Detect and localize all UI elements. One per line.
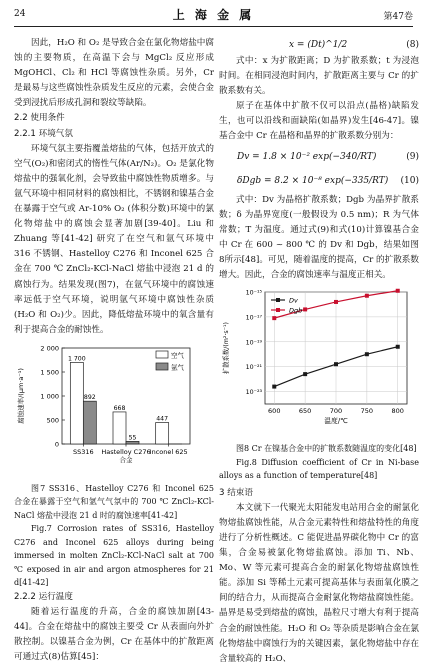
- data-point: [365, 352, 369, 356]
- paragraph: 本文就下一代聚光太阳能发电站用合金的耐氯化物熔盐腐蚀性能，从合金元素特性和熔盐特性的角度进行了分析性概述。C 能促进晶界碳化物中 Cr 的富集，合金易被氯化物熔盐腐蚀。添加 Ti、Nb、Mo、W 等元素可提高合金的耐氯化物熔盐腐蚀性能。添加 Si 等稀土元素可提高基体与表面氧化膜之间的结合力，从而提高合金耐氯化物熔盐腐蚀性能。晶界是易受到熔盐的腐蚀，晶粒尺寸增大有利于提高合金的耐蚀性能。H₂O 和 O₂ 等杂质是影响合金在氯化物熔盐中腐蚀行为的关键因素，氯化物熔盐中存在含量较高的 H₂O、: [219, 501, 419, 667]
- data-point: [365, 294, 369, 298]
- equation-10: [219, 169, 419, 193]
- y-tick-label: 0: [55, 440, 59, 448]
- data-point: [303, 308, 307, 312]
- y-tick-label: 1 500: [40, 368, 59, 376]
- equation-body: x = (Dt)^1/2: [289, 38, 347, 53]
- legend-label: 空气: [171, 350, 185, 359]
- bar-chart: [14, 342, 214, 476]
- data-point: [396, 345, 400, 349]
- equation-body: Dv = 1.8 × 10⁻² exp(−340/RT): [237, 150, 376, 165]
- y-axis-label: 扩散系数/(m²·s⁻¹): [221, 322, 230, 374]
- equation-number: (9): [406, 150, 419, 165]
- data-point: [272, 316, 276, 320]
- y-tick-label: 10⁻¹⁵: [246, 290, 263, 297]
- bar-value-label: 1 700: [68, 355, 86, 362]
- y-tick-label: 10⁻¹⁹: [246, 339, 263, 346]
- data-point: [396, 289, 400, 293]
- equation-number: (8): [406, 38, 419, 53]
- equation-number: (10): [401, 174, 419, 189]
- page-number: 24: [14, 9, 25, 19]
- legend-marker: [276, 308, 280, 312]
- bar: [156, 422, 169, 443]
- subsection-heading: 2.2.2 运行温度: [14, 590, 214, 605]
- data-point: [303, 372, 307, 376]
- legend-swatch: [156, 363, 168, 370]
- bar: [70, 362, 83, 444]
- figure-7-caption-cn: 图7 SS316、Hastelloy C276 和 Inconel 625 合金在暴露于空气和氩气气氛中的 700 ℃ ZnCl₂-KCl-NaCl 熔盐中浸泡 21 d 时的腐蚀速率[41-42]: [14, 482, 214, 523]
- paragraph: 因此，H₂O 和 O₂ 是导致合金在氯化物熔盐中腐蚀的主要物质，在高温下会与 MgCl₂ 反应形成 MgOHCl、Cl₂ 和 HCl 等腐蚀性杂质。另外，Cr 是最易与这些腐蚀性杂质发生反应的元素，会使合金受到浸扰后形成孔洞和裂纹等缺陷。: [14, 36, 214, 111]
- journal-title: 上 海 金 属: [0, 6, 427, 23]
- figure-7: [14, 342, 214, 590]
- y-axis-label: 腐蚀速率/(μm·a⁻¹): [16, 368, 25, 424]
- y-tick-label: 10⁻²¹: [246, 364, 263, 371]
- figure-7-caption-en: Fig.7 Corrosion rates of SS316, Hastelloy C276 and Inconel 625 alloys during being immersed in molten ZnCl₂-KCl-NaCl salt at 700 ℃ exposed in air and argon atmospheres for 21 d[41-42]: [14, 522, 214, 590]
- x-axis-label: 温度/℃: [324, 416, 348, 425]
- bar-value-label: 55: [129, 434, 137, 441]
- y-tick-label: 500: [47, 416, 59, 424]
- figure-8: [219, 286, 419, 483]
- equation-body: δDgb = 8.2 × 10⁻⁸ exp(−335/RT): [237, 174, 388, 189]
- legend-swatch: [156, 351, 168, 358]
- paragraph: 式中：Dv 为晶格扩散系数；Dgb 为晶界扩散系数；δ 为晶界宽度(一般假设为 0.5 nm)；R 为气体常数；T 为温度。通过式(9)和式(10)计算镍基合金中 Cr 在 600 ~ 800 ℃ 的 Dv 和 Dgb，结果如图8所示[48]。可见，随着温度的提高，Cr 的扩散系数增大。因此，合金的腐蚀速率与温度正相关。: [219, 193, 419, 284]
- y-tick-label: 10⁻²³: [246, 389, 263, 396]
- paragraph: 式中：x 为扩散距离；D 为扩散系数；t 为浸泡时间。在相同浸泡时间内，扩散距离主要与 Cr 的扩散系数有关。: [219, 54, 419, 99]
- bar-value-label: 447: [156, 415, 168, 422]
- legend-label: 氩气: [171, 362, 185, 371]
- left-column: [14, 36, 214, 665]
- data-point: [272, 385, 276, 389]
- equation-9: [219, 145, 419, 169]
- x-tick-label: Inconel 625: [150, 448, 188, 456]
- bar: [83, 401, 96, 444]
- paragraph: 随着运行温度的升高，合金的腐蚀加剧[43-44]。合金在熔盐中的腐蚀主要受 Cr 从表面向外扩散控制。以镍基合金为例，Cr 在基体中的扩散距离可通过式(8)估算[45]：: [14, 605, 214, 665]
- x-tick-label: 700: [330, 407, 342, 415]
- x-tick-label: 600: [268, 407, 280, 415]
- volume-label: 第47卷: [384, 9, 413, 22]
- x-tick-label: 750: [361, 407, 373, 415]
- legend-label: Dgb: [289, 307, 302, 315]
- equation-8: [219, 36, 419, 54]
- right-column: [219, 36, 419, 667]
- data-point: [334, 362, 338, 366]
- x-tick-label: 合金: [120, 455, 134, 464]
- data-point: [334, 300, 338, 304]
- y-tick-label: 1 000: [40, 392, 59, 400]
- x-tick-label: 650: [299, 407, 311, 415]
- y-tick-label: 10⁻¹⁷: [246, 315, 263, 322]
- y-tick-label: 2 000: [40, 344, 59, 352]
- paragraph: 原子在基体中扩散不仅可以沿点(晶格)缺陷发生，也可以沿线和面缺陷(如晶界)发生[46-47]。镍基合金中 Cr 在晶格和晶界的扩散系数分别为：: [219, 99, 419, 144]
- x-tick-label: Hastelloy C276: [101, 448, 150, 456]
- legend-marker: [276, 298, 280, 302]
- bar: [113, 412, 126, 444]
- section-heading: 2.2 使用条件: [14, 111, 214, 126]
- legend-label: Dv: [289, 297, 298, 305]
- header-rule: [14, 26, 413, 27]
- figure-8-caption-cn: 图8 Cr 在镍基合金中的扩散系数随温度的变化[48]: [219, 442, 419, 456]
- line-chart: [219, 286, 419, 436]
- paragraph: 环境气氛主要指覆盖熔盐的气体，包括开放式的空气(O₂)和密闭式的惰性气体(Ar/N₂)。O₂ 是氯化物熔盐中的强氧化剂，会导致盐中腐蚀性物质增多。与氩气环境中相同材料的腐蚀相比，不锈钢和镍基合金在暴露于空气或 Ar-10% O₂ (体积分数)环境中的氯化物熔盐中的腐蚀会显著加剧[39-40]。Liu 和 Zhuang 等[41-42] 研究了在空气和氩气环境中 316 不锈钢、Hastelloy C276 和 Inconel 625 合金在 700 ℃ ZnCl₂-KCl-NaCl 熔盐中浸泡 21 d 的腐蚀行为。结果发现(图7)，在氩气环境中的腐蚀速率远低于空气环境，说明氩气环境中腐蚀性杂质(H₂O 和 O₂)少。因此，降低熔盐环境中的氧含量有利于提高合金的耐蚀性。: [14, 142, 214, 338]
- figure-8-caption-en: Fig.8 Diffusion coefficient of Cr in Ni-base alloys as a function of temperature[48]: [219, 456, 419, 483]
- bar-value-label: 668: [114, 405, 126, 412]
- x-tick-label: 800: [392, 407, 404, 415]
- subsection-heading: 2.2.1 环境气氛: [14, 127, 214, 142]
- x-tick-label: SS316: [73, 448, 94, 456]
- bar-value-label: 892: [84, 394, 96, 401]
- section-heading: 3 结束语: [219, 486, 419, 501]
- bar: [126, 441, 139, 444]
